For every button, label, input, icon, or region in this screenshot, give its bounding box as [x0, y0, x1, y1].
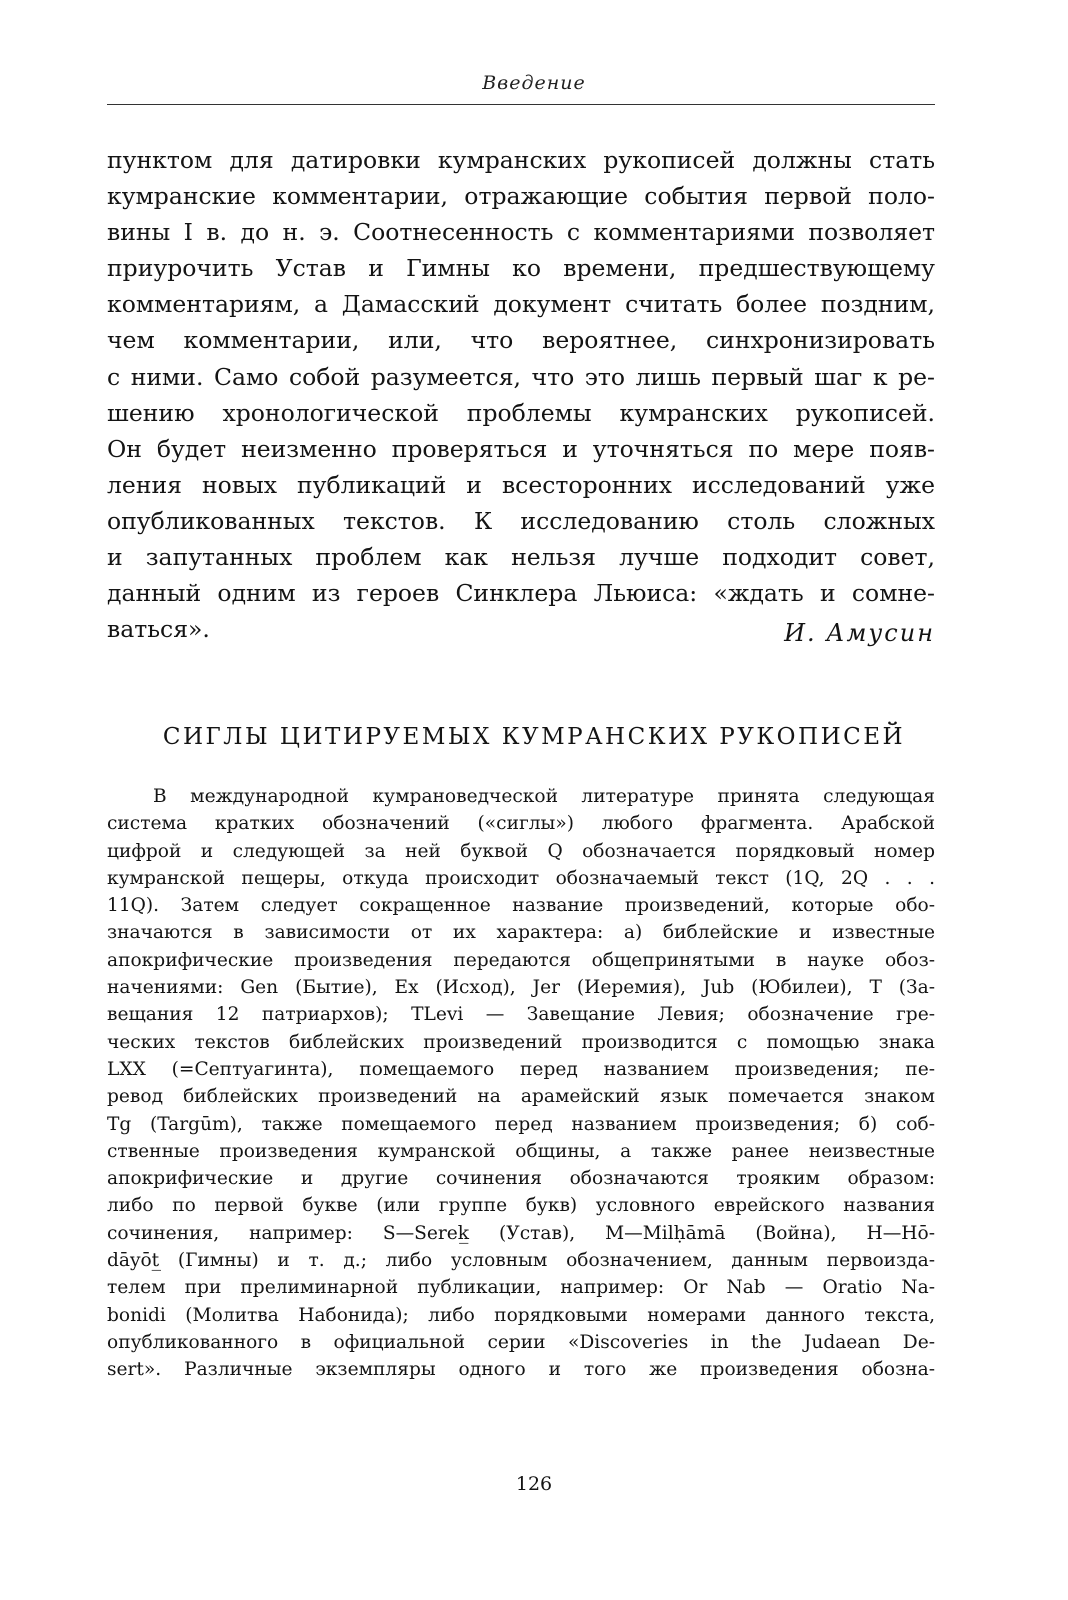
text-line: кумранской пещеры, откуда происходит обозначаемый текст (1Q, 2Q . . . [107, 867, 935, 889]
text-line: sert». Различные экземпляры одного и того же произведения обозна- [107, 1359, 935, 1381]
text-line: приурочить Устав и Гимны ко времени, предшествующему [107, 254, 935, 283]
text-line: телем при прелиминарной публикации, например: Or Nab — Oratio Na- [107, 1277, 935, 1299]
text-line: LXX (=Септуагинта), помещаемого перед названием произведения; пе- [107, 1058, 935, 1080]
text-line: данный одним из героев Синклера Льюиса: «ждать и сомне- [107, 579, 935, 608]
text-line: сочинения, например: S—Serek̲ (Устав), M—Milḥāmā (Война), H—Hō- [107, 1222, 935, 1244]
text-line: dāyōt̲ (Гимны) и т. д.; либо условным обозначением, данным первоизда- [107, 1250, 935, 1272]
header-rule [107, 104, 935, 105]
text-line: ственные произведения кумранской общины, а также ранее неизвестные [107, 1140, 935, 1162]
author-signature: И. Амусин [784, 619, 935, 647]
text-line: комментариям, а Дамасский документ считать более поздним, [107, 290, 935, 319]
text-line: чем комментарии, или, что вероятнее, синхронизировать [107, 326, 935, 355]
text-line: опубликованного в официальной серии «Discoveries in the Judaean De- [107, 1331, 935, 1353]
text-line: пунктом для датировки кумранских рукописей должны стать [107, 146, 935, 174]
text-line: и запутанных проблем как нельзя лучше подходит совет, [107, 543, 935, 572]
text-line: 11Q). Затем следует сокращенное название произведений, которые обо- [107, 895, 935, 917]
text-line: шению хронологической проблемы кумранских рукописей. [107, 398, 935, 427]
lower-paragraph [107, 783, 935, 1384]
running-head: Введение [482, 72, 586, 94]
text-line: В международной кумрановедческой литературе принята следующая [153, 786, 935, 807]
text-line: Tg (Targūm), также помещаемого перед названием произведения; б) соб- [107, 1113, 935, 1135]
page-number: 126 [515, 1473, 553, 1495]
text-line: кумранские комментарии, отражающие события первой поло- [107, 182, 935, 211]
text-line: ваться». [107, 615, 210, 644]
text-line: с ними. Само собой разумеется, что это лишь первый шаг к ре- [107, 362, 935, 391]
text-line: bonidi (Молитва Набонида); либо порядковыми номерами данного текста, [107, 1304, 935, 1326]
text-line: система кратких обозначений («сиглы») любого фрагмента. Арабской [107, 813, 935, 835]
text-line: вещания 12 патриархов); TLevi — Завещание Левия; обозначение гре- [107, 1004, 935, 1026]
text-line: ления новых публикаций и всесторонних исследований уже [107, 470, 935, 499]
text-line: апокрифические и другие сочинения обозначаются трояким образом: [107, 1168, 935, 1190]
text-line: опубликованных текстов. К исследованию столь сложных [107, 506, 935, 535]
upper-paragraph [107, 142, 935, 647]
text-line: значаются в зависимости от их характера: а) библейские и известные [107, 922, 935, 944]
text-line: апокрифические произведения передаются общепринятыми в науке обоз- [107, 949, 935, 971]
section-title: СИГЛЫ ЦИТИРУЕМЫХ КУМРАНСКИХ РУКОПИСЕЙ [162, 724, 906, 750]
text-line: ревод библейских произведений на арамейский язык помечается знаком [107, 1086, 935, 1108]
text-line: вины I в. до н. э. Соотнесенность с комментариями позволяет [107, 218, 935, 247]
text-line: Он будет неизменно проверяться и уточняться по мере появ- [107, 434, 935, 463]
text-line: начениями: Gen (Бытие), Ex (Исход), Jer (Иеремия), Jub (Юбилеи), T (За- [107, 977, 935, 999]
text-line: цифрой и следующей за ней буквой Q обозначается порядковый номер [107, 840, 935, 862]
text-line: либо по первой букве (или группе букв) условного еврейского названия [107, 1195, 935, 1217]
text-line: ческих текстов библейских произведений производится с помощью знака [107, 1031, 935, 1053]
